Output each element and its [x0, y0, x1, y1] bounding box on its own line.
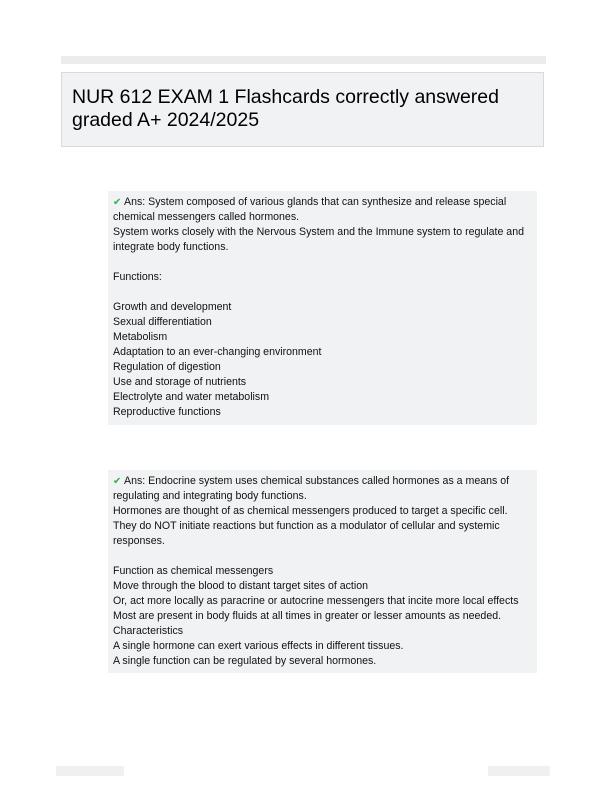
blank-line — [113, 549, 532, 564]
answer-line: Functions: — [113, 271, 162, 283]
answer-line: Function as chemical messengers — [113, 565, 274, 577]
document-title: NUR 612 EXAM 1 Flashcards correctly answered graded A+ 2024/2025 — [72, 86, 499, 131]
answer-line: A single hormone can exert various effects in different tissues. — [113, 640, 404, 652]
answer-line: Characteristics — [113, 625, 184, 637]
top-divider — [61, 56, 546, 64]
function-item: Growth and development — [113, 301, 232, 313]
answer-line: chemical messengers called hormones. — [113, 211, 300, 223]
answer-line: responses. — [113, 535, 165, 547]
function-item: Regulation of digestion — [113, 361, 221, 373]
answer-card-1 — [108, 191, 537, 425]
function-item: Electrolyte and water metabolism — [113, 391, 270, 403]
answer-line — [113, 195, 532, 210]
blank-line — [113, 255, 532, 270]
check-icon: ✔ — [113, 197, 122, 208]
answer-text: Ans: Endocrine system uses chemical substances called hormones as a means of — [124, 475, 510, 487]
answer-line: Most are present in body fluids at all times in greater or lesser amounts as needed. — [113, 610, 502, 622]
answer-text: Ans: System composed of various glands that can synthesize and release special — [124, 196, 507, 208]
answer-line: regulating and integrating body functions. — [113, 490, 307, 502]
footer-page-number — [488, 766, 550, 776]
function-item: Metabolism — [113, 331, 168, 343]
answer-line: Move through the blood to distant target sites of action — [113, 580, 368, 592]
answer-line — [113, 474, 532, 489]
answer-line: A single function can be regulated by several hormones. — [113, 655, 377, 667]
blank-line — [113, 285, 532, 300]
function-item: Use and storage of nutrients — [113, 376, 247, 388]
title-box — [61, 72, 544, 147]
footer-watermark-left — [56, 766, 124, 776]
answer-line: System works closely with the Nervous System and the Immune system to regulate and — [113, 226, 524, 238]
answer-line: Hormones are thought of as chemical messengers produced to target a specific cell. — [113, 505, 508, 517]
function-item: Adaptation to an ever-changing environment — [113, 346, 322, 358]
answer-card-2 — [108, 470, 537, 673]
answer-line: integrate body functions. — [113, 241, 229, 253]
answer-line: They do NOT initiate reactions but function as a modulator of cellular and systemic — [113, 520, 500, 532]
function-item: Reproductive functions — [113, 406, 221, 418]
function-item: Sexual differentiation — [113, 316, 212, 328]
answer-line: Or, act more locally as paracrine or autocrine messengers that incite more local effects — [113, 595, 519, 607]
check-icon: ✔ — [113, 476, 122, 487]
